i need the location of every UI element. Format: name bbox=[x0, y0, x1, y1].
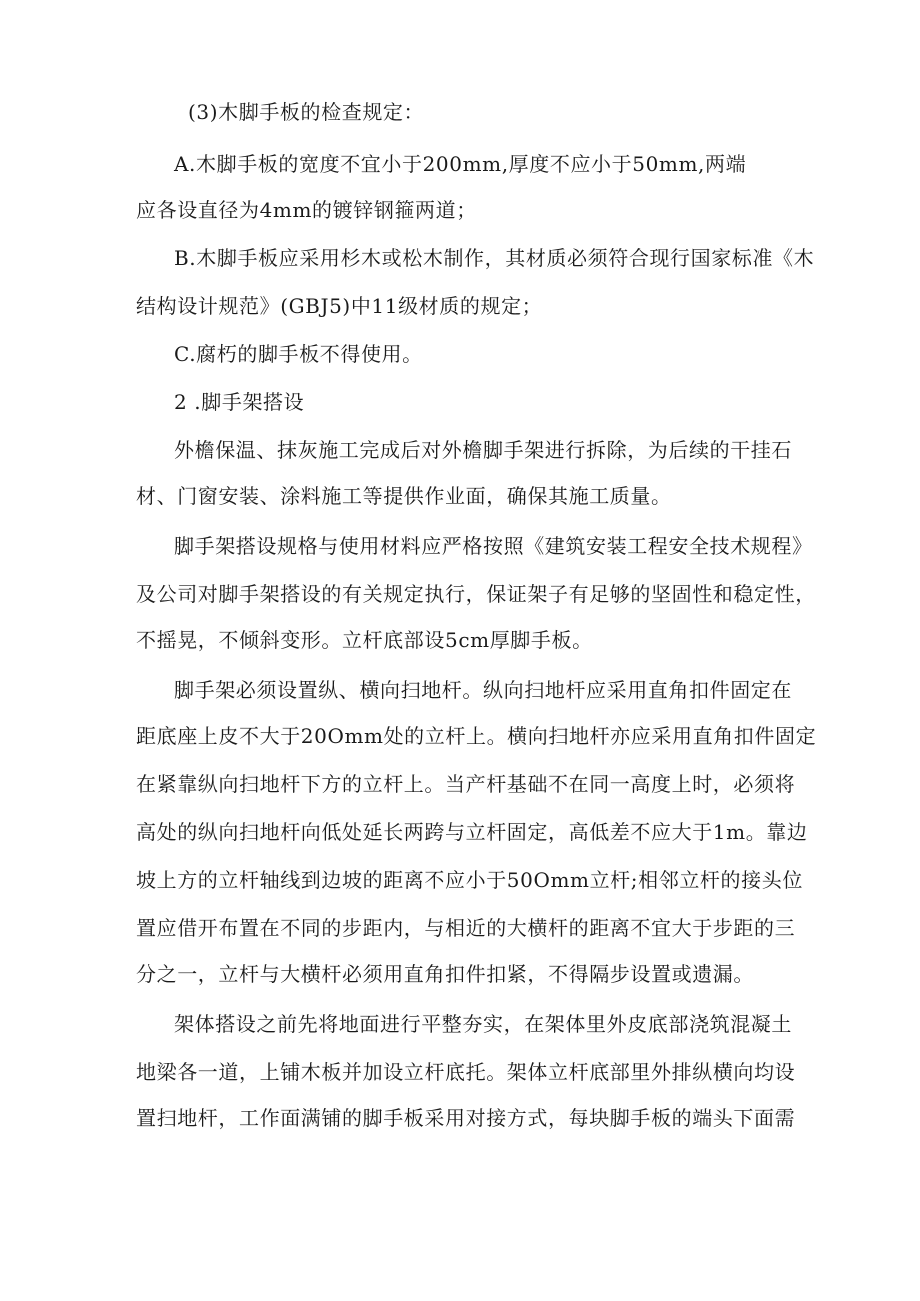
paragraph-line-a2: 应各设直径为4mm的镀锌钢箍两道； bbox=[136, 198, 477, 222]
paragraph-line-p3-7: 分之一，立杆与大横杆必须用直角扣件扣紧，不得隔步设置或遗漏。 bbox=[136, 962, 754, 986]
section-heading-scaffold-erection: 2 .脚手架搭设 bbox=[174, 390, 305, 414]
paragraph-line-p3-1: 脚手架必须设置纵、横向扫地杆。纵向扫地杆应采用直角扣件固定在 bbox=[174, 678, 792, 702]
paragraph-line-p3-3: 在紧靠纵向扫地杆下方的立杆上。当产杆基础不在同一高度上时，必须将 bbox=[136, 772, 796, 796]
paragraph-line-b2: 结构设计规范》(GBJ5)中11级材质的规定； bbox=[136, 294, 543, 318]
paragraph-line-p1-1: 外檐保温、抹灰施工完成后对外檐脚手架进行拆除，为后续的干挂石 bbox=[174, 438, 792, 462]
paragraph-line-b1: B.木脚手板应采用杉木或松木制作，其材质必须符合现行国家标准《木 bbox=[174, 246, 815, 270]
subheading-wood-plank-rules: (3)木脚手板的检查规定： bbox=[188, 100, 425, 124]
paragraph-line-p4-1: 架体搭设之前先将地面进行平整夯实，在架体里外皮底部浇筑混凝土 bbox=[174, 1012, 792, 1036]
paragraph-line-p3-2: 距底座上皮不大于20Omm处的立杆上。横向扫地杆亦应采用直角扣件固定 bbox=[136, 724, 817, 748]
paragraph-line-p4-3: 置扫地杆，工作面满铺的脚手板采用对接方式，每块脚手板的端头下面需 bbox=[136, 1106, 796, 1130]
paragraph-line-p2-1: 脚手架搭设规格与使用材料应严格按照《建筑安装工程安全技术规程》 bbox=[174, 534, 813, 558]
paragraph-line-p1-2: 材、门窗安装、涂料施工等提供作业面，确保其施工质量。 bbox=[136, 484, 672, 508]
paragraph-line-p3-4: 高处的纵向扫地杆向低处延长两跨与立杆固定，高低差不应大于1m。靠边 bbox=[136, 820, 808, 844]
paragraph-line-p3-6: 置应借开布置在不同的步距内，与相近的大横杆的距离不宜大于步距的三 bbox=[136, 916, 796, 940]
paragraph-line-a1: A.木脚手板的宽度不宜小于200mm,厚度不应小于50mm,两端 bbox=[174, 152, 747, 176]
paragraph-line-p2-3: 不摇晃，不倾斜变形。立杆底部设5cm厚脚手板。 bbox=[136, 628, 593, 652]
paragraph-line-p2-2: 及公司对脚手架搭设的有关规定执行，保证架子有足够的坚固性和稳定性， bbox=[136, 582, 816, 606]
paragraph-line-p3-5: 坡上方的立杆轴线到边坡的距离不应小于50Omm立杆;相邻立杆的接头位 bbox=[136, 868, 803, 892]
paragraph-line-p4-2: 地梁各一道，上铺木板并加设立杆底托。架体立杆底部里外排纵横向均设 bbox=[136, 1060, 796, 1084]
paragraph-line-c1: C.腐朽的脚手板不得使用。 bbox=[174, 342, 423, 366]
